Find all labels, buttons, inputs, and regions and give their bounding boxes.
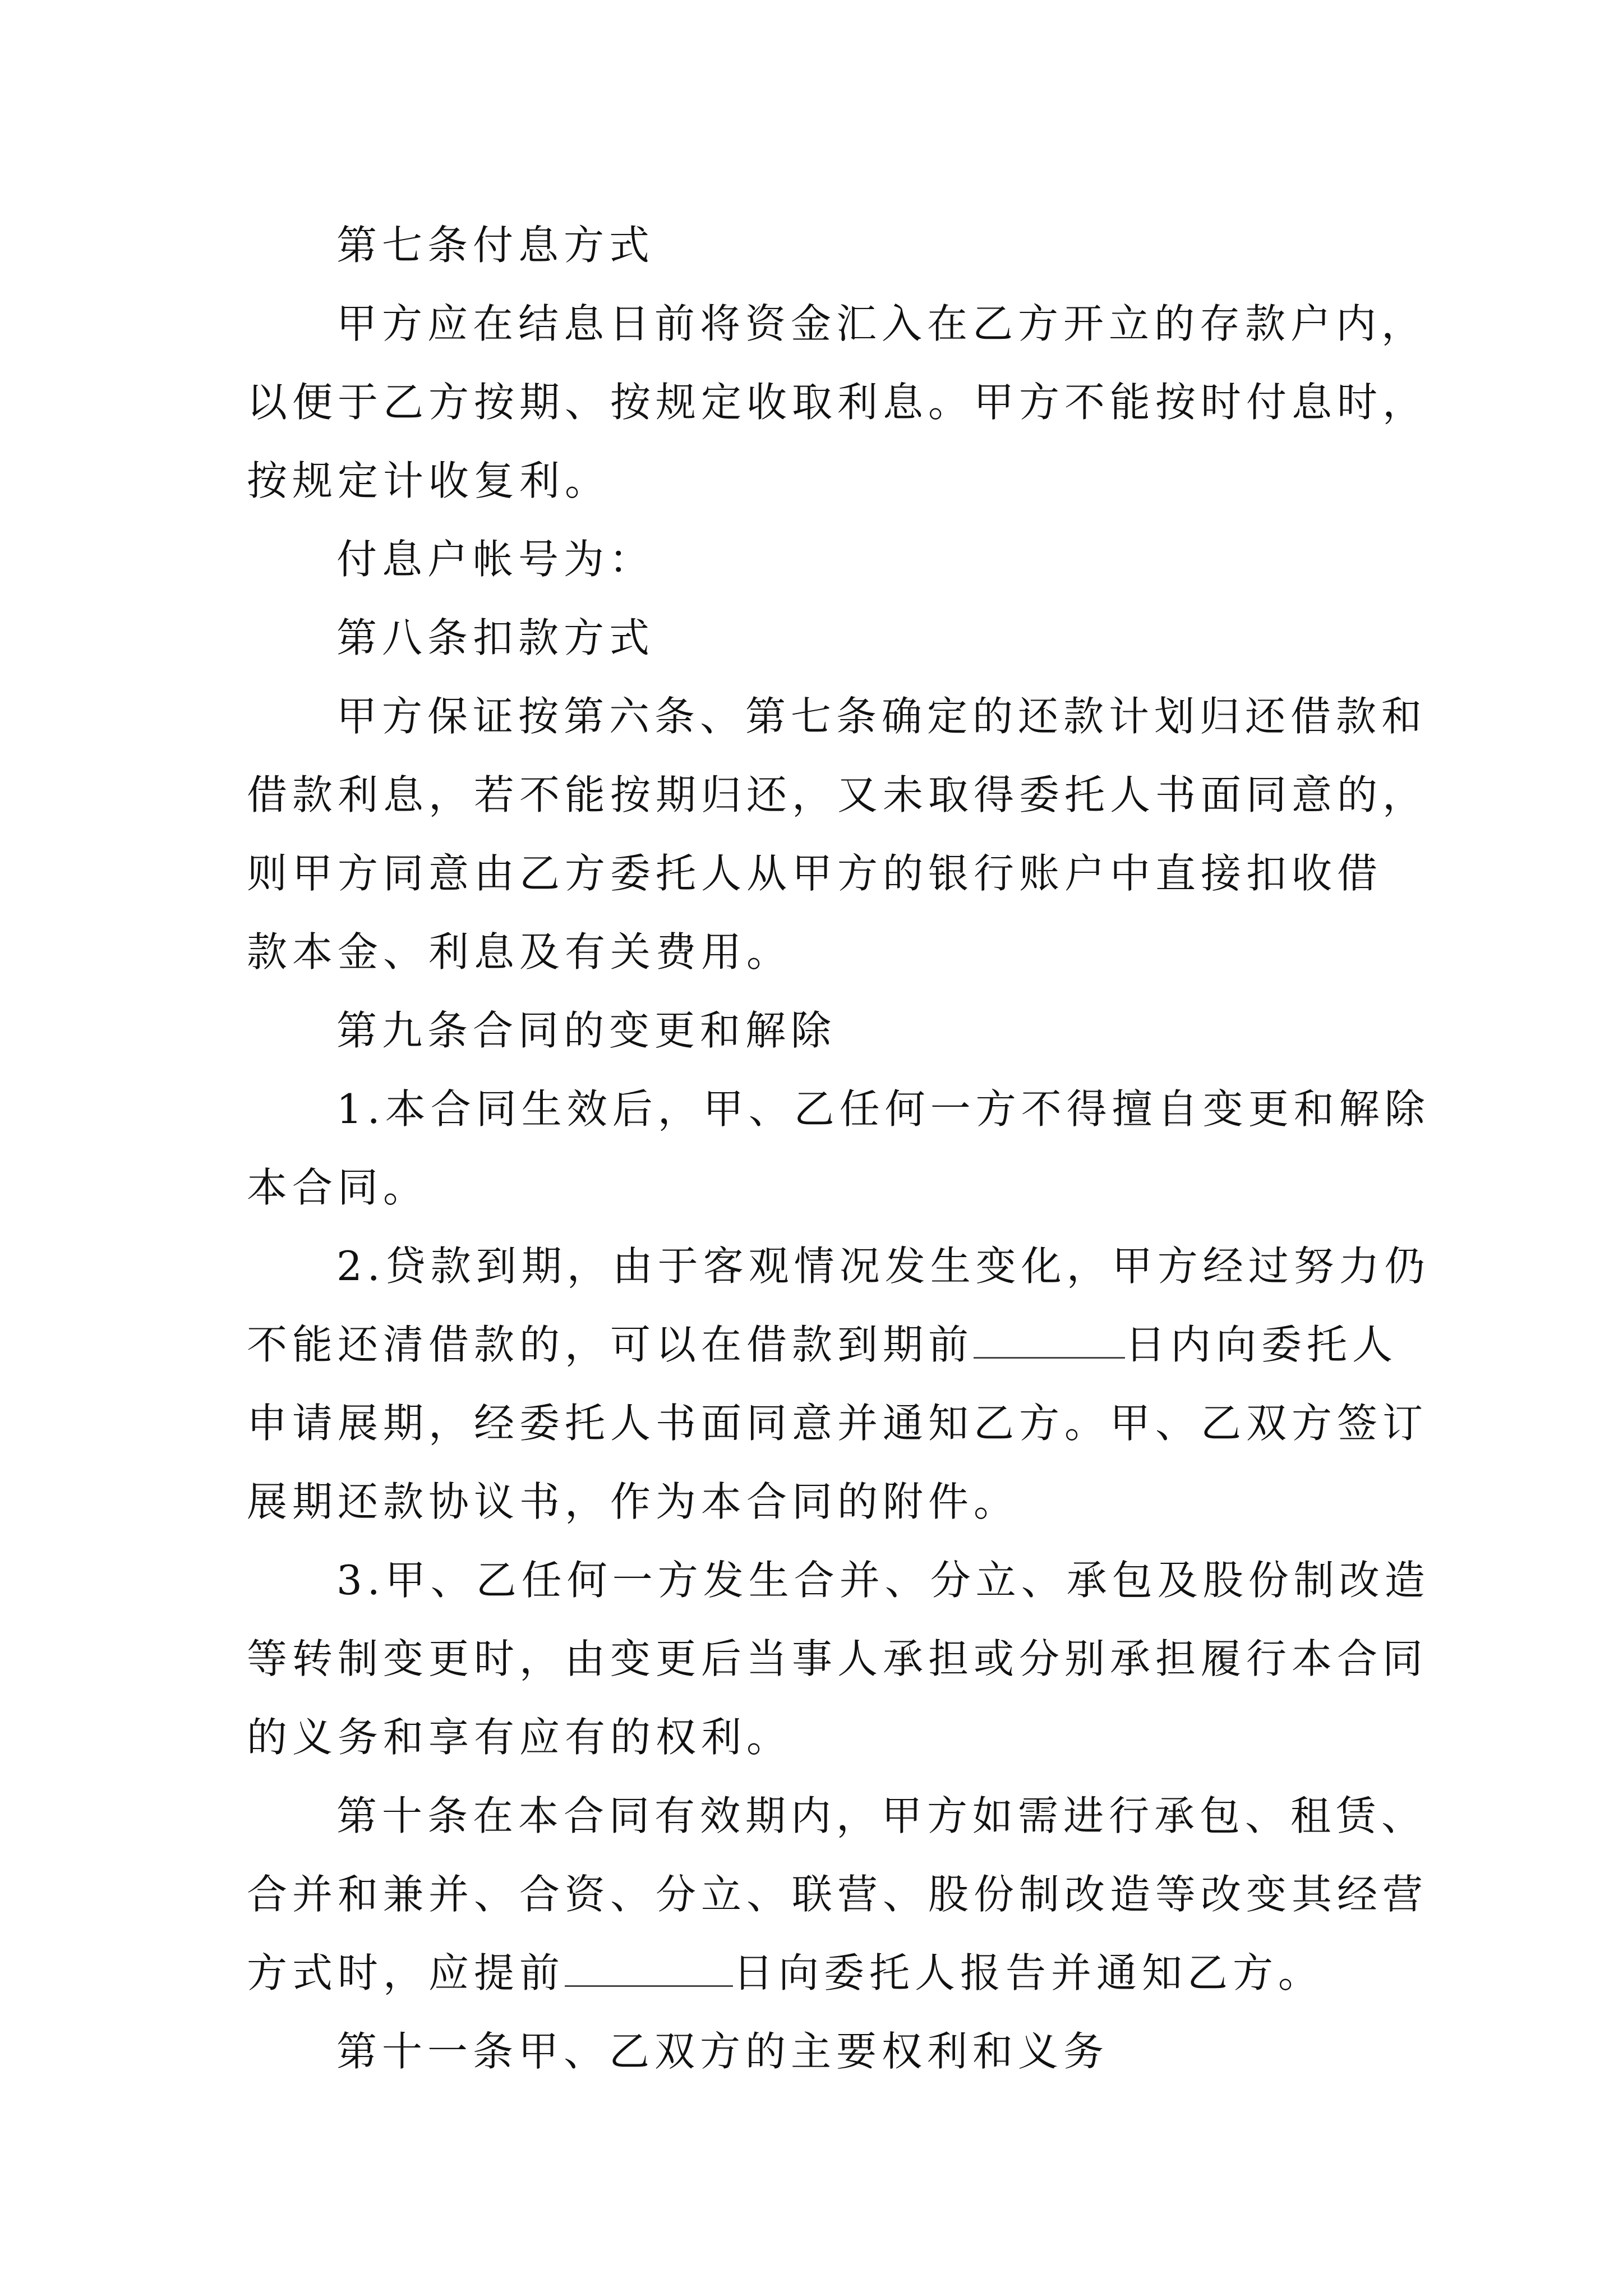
clause-2-line: 展期还款协议书，作为本合同的附件。: [247, 1478, 1020, 1525]
clause-1-line: 1.本合同生效后，甲、乙任何一方不得擅自变更和解除: [336, 1085, 1430, 1133]
clause-3-line: 3.甲、乙任何一方发生合并、分立、承包及股份制改造: [336, 1557, 1430, 1604]
paragraph-line: 按规定计收复利。: [247, 457, 611, 504]
article-9-heading: 第九条合同的变更和解除: [336, 1007, 837, 1054]
paragraph-line: 甲方应在结息日前将资金汇入在乙方开立的存款户内，: [336, 300, 1427, 347]
text-segment: 日向委托人报告并通知乙方。: [733, 1949, 1324, 1996]
clause-2-line: [247, 1308, 1398, 1381]
paragraph-line: 借款利息，若不能按期归还，又未取得委托人书面同意的，: [247, 771, 1428, 818]
article-10-line: 第十条在本合同有效期内，甲方如需进行承包、租赁、: [336, 1792, 1427, 1839]
article-11-heading: 第十一条甲、乙双方的主要权利和义务: [336, 2028, 1109, 2075]
clause-2-line: 2.贷款到期，由于客观情况发生变化，甲方经过努力仍: [336, 1243, 1430, 1290]
clause-3-line: 等转制变更时，由变更后当事人承担或分别承担履行本合同: [247, 1635, 1428, 1682]
paragraph-line: 则甲方同意由乙方委托人从甲方的银行账户中直接扣收借: [247, 850, 1383, 897]
paragraph-line: 款本金、利息及有关费用。: [247, 928, 792, 976]
paragraph-line: 以便于乙方按期、按规定收取利息。甲方不能按时付息时，: [247, 379, 1428, 426]
fill-in-blank: [565, 1945, 733, 1987]
paragraph-line: 甲方保证按第六条、第七条确定的还款计划归还借款和: [336, 693, 1427, 740]
text-segment: 方式时，应提前: [247, 1949, 565, 1996]
clause-1-line: 本合同。: [247, 1164, 429, 1211]
account-number-label: 付息户帐号为：: [336, 536, 655, 583]
fill-in-blank: [974, 1317, 1125, 1359]
text-segment: 日内向委托人: [1125, 1321, 1398, 1368]
article-10-line: 合并和兼并、合资、分立、联营、股份制改造等改变其经营: [247, 1871, 1428, 1918]
article-10-line: [247, 1936, 1324, 2009]
clause-2-line: 申请展期，经委托人书面同意并通知乙方。甲、乙双方签订: [247, 1400, 1428, 1447]
article-8-heading: 第八条扣款方式: [336, 614, 655, 661]
clause-3-line: 的义务和享有应有的权利。: [247, 1714, 792, 1761]
article-7-heading: 第七条付息方式: [336, 222, 655, 269]
text-segment: 不能还清借款的，可以在借款到期前: [247, 1321, 974, 1368]
